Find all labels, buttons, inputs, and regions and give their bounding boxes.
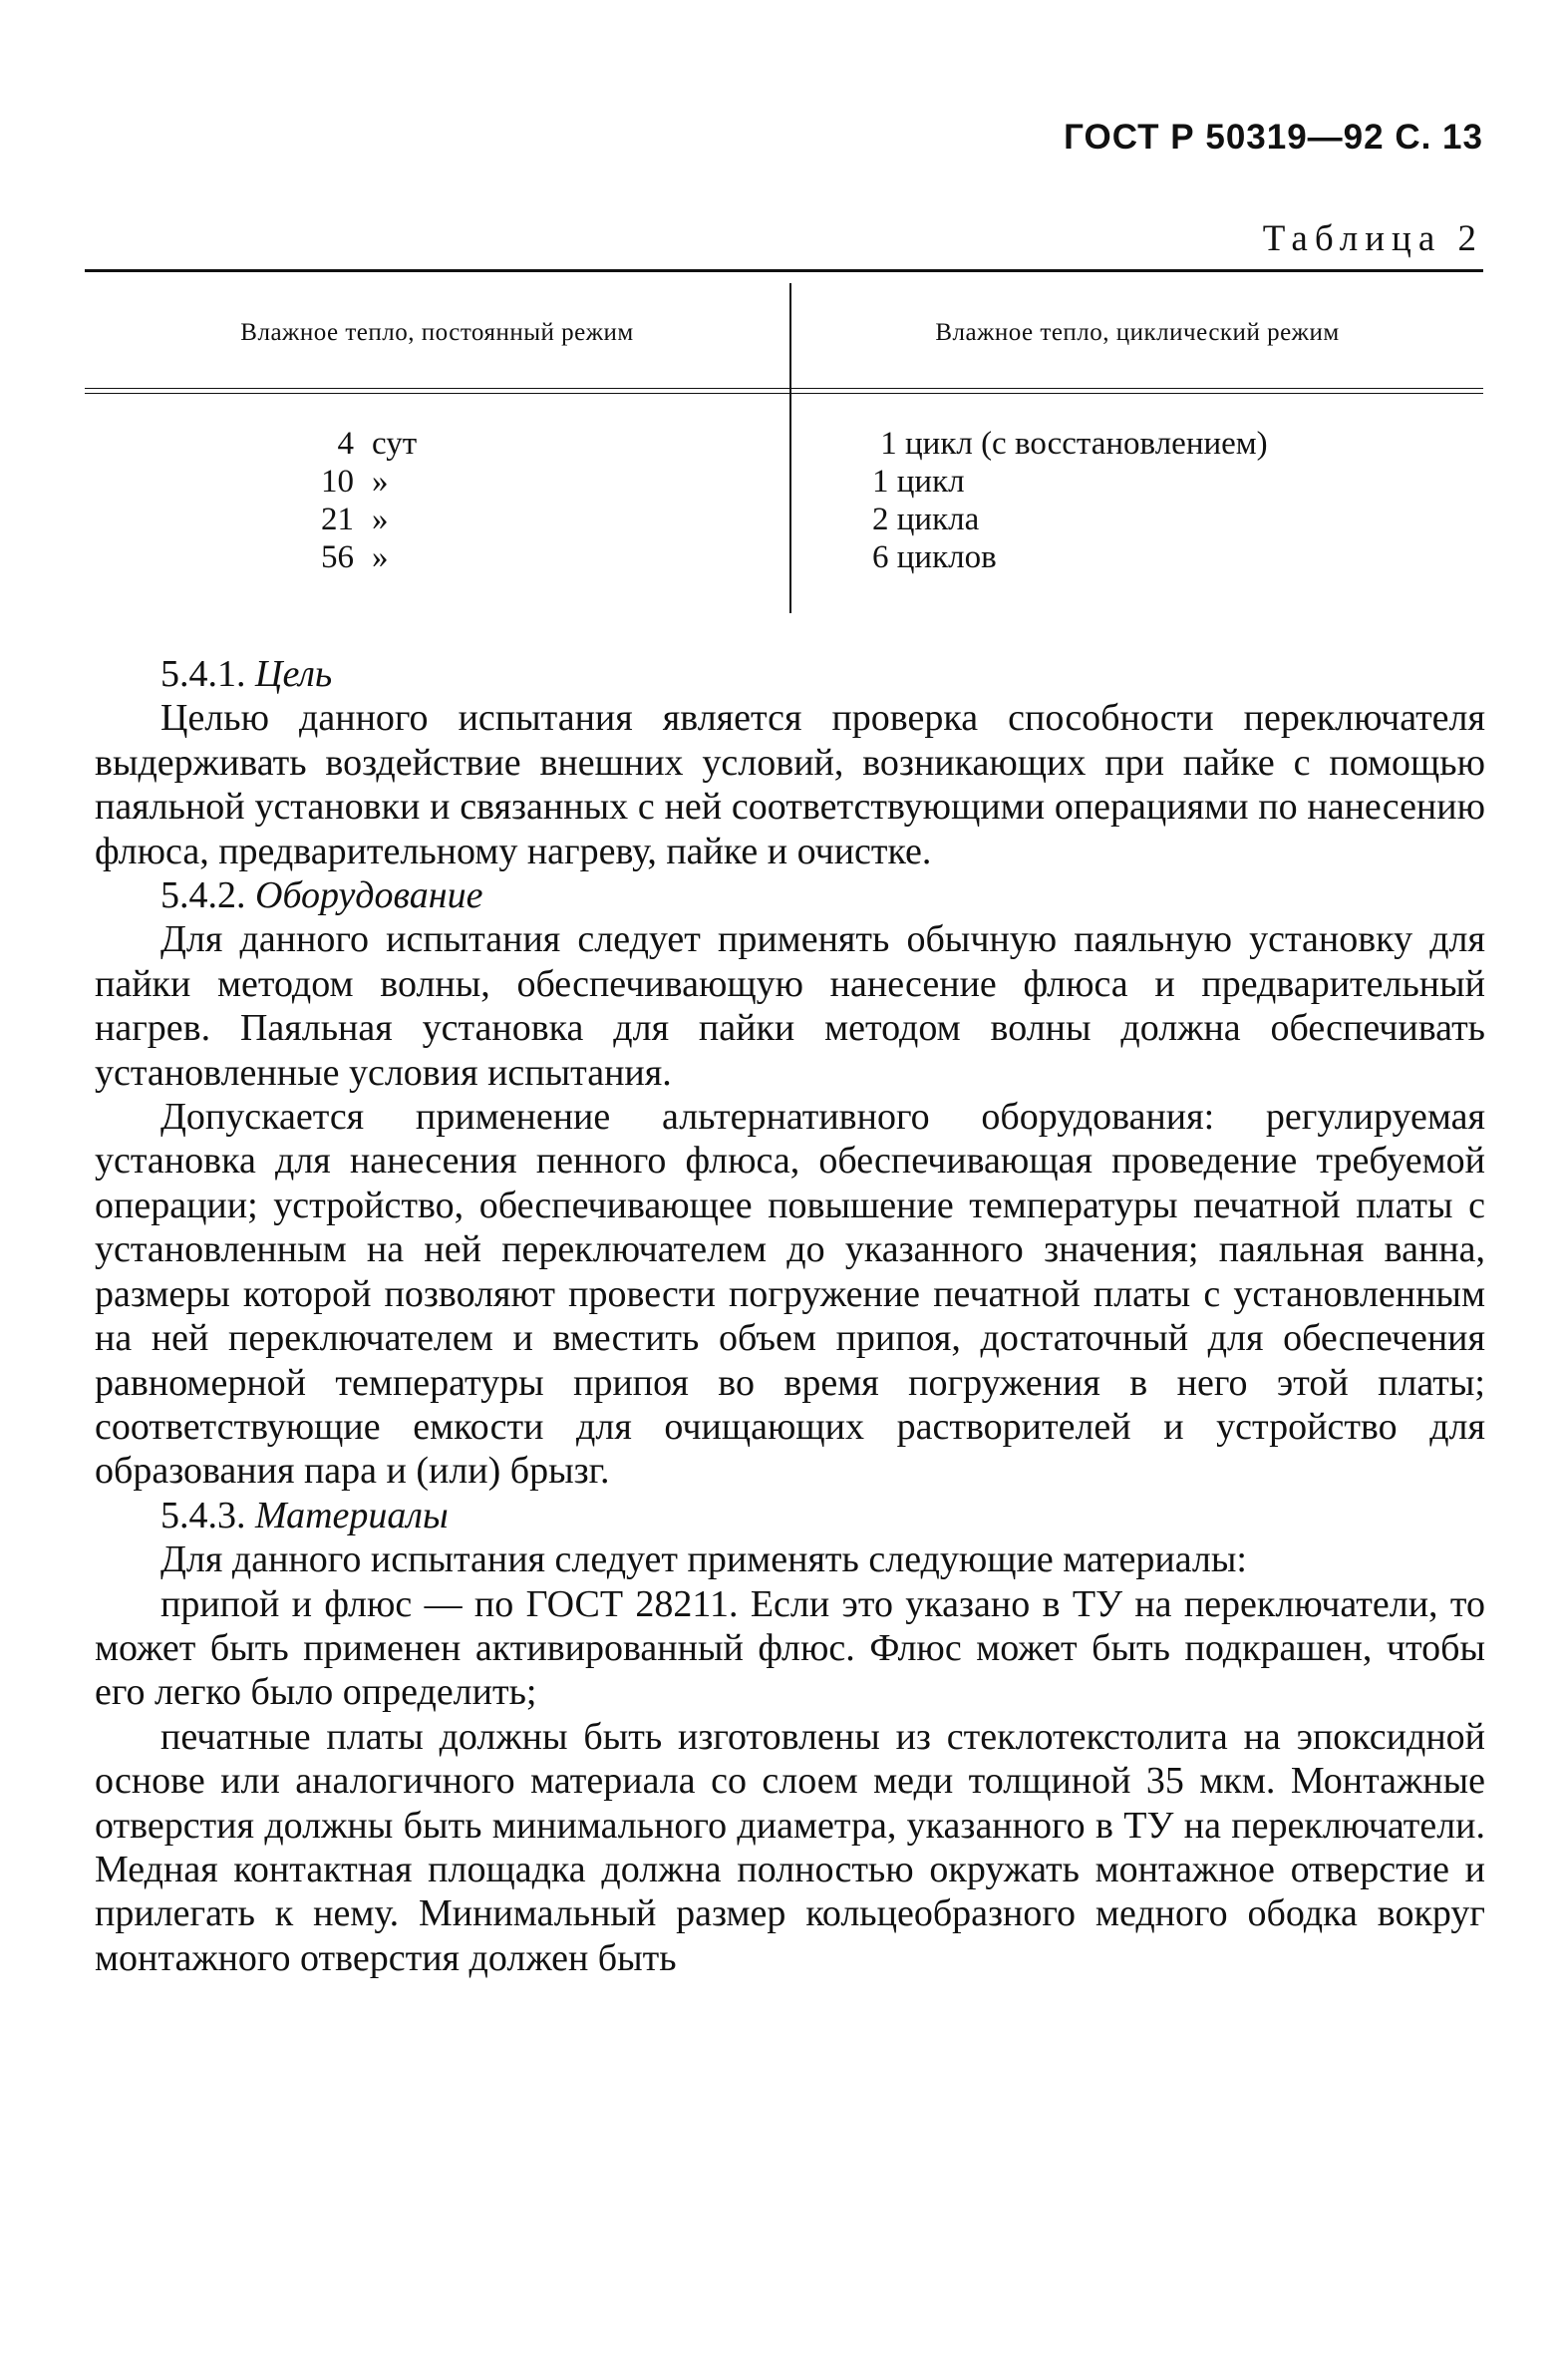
- table-cell-cycles: 1 цикл: [872, 464, 965, 500]
- page-header: ГОСТ Р 50319—92 С. 13: [1064, 118, 1483, 157]
- section-heading: [95, 873, 1485, 917]
- table-cell-unit: сут: [372, 426, 418, 462]
- table-header-cyclic: Влажное тепло, циклический режим: [935, 319, 1340, 346]
- section-heading: [95, 652, 1485, 696]
- section-title: Материалы: [255, 1494, 449, 1536]
- paragraph: печатные платы должны быть изготовлены из стеклотекстолита на эпоксидной основе или аналогичного материала со слоем меди толщиной 35 мкм. Монтажные отверстия должны быть минимального диаметра, указанного в ТУ на переключатели. Медная контактная площадка должна полностью окружать монтажное отверстие и прилегать к нему. Минимальный размер кольцеобразного медного ободка вокруг монтажного отверстия должен быть: [95, 1715, 1485, 1979]
- table-cell-duration: 56: [321, 539, 354, 575]
- paragraph: припой и флюс — по ГОСТ 28211. Если это указано в ТУ на переключатели, то может быть применен активированный флюс. Флюс может быть подкрашен, чтобы его легко было определить;: [95, 1582, 1485, 1714]
- body-text: [95, 652, 1485, 1980]
- section-heading: [95, 1494, 1485, 1537]
- table-cell-unit: »: [372, 502, 389, 537]
- table-top-rule: [85, 269, 1483, 272]
- table-cell-cycles: 2 цикла: [872, 502, 980, 537]
- paragraph: Целью данного испытания является проверка способности переключателя выдерживать воздействие внешних условий, возникающих при пайке с помощью паяльной установки и связанных с ней соответствующими операциями по нанесению флюса, предварительному нагреву, пайке и очистке.: [95, 697, 1485, 872]
- paragraph: Допускается применение альтернативного оборудования: регулируемая установка для нанесения пенного флюса, обеспечивающая проведение требуемой операции; устройство, обеспечивающее повышение температуры печатной платы с установленным на ней переключателем до указанного значения; паяльная ванна, размеры которой позволяют провести погружение печатной платы с установленным на ней переключателем и вместить объем припоя, достаточный для обеспечения равномерной температуры припоя во время погружения в него этой платы; соответствующие емкости для очищающих растворителей и устройство для образования пара и (или) брызг.: [95, 1096, 1485, 1493]
- section-title: Оборудование: [255, 874, 483, 917]
- table-row: [294, 425, 417, 463]
- paragraph: Для данного испытания следует применять обычную паяльную установку для пайки методом волны, обеспечивающую нанесение флюса и предварительный нагрев. Паяльная установка для пайки методом волны должна обеспечивать установленные условия испытания.: [95, 918, 1485, 1094]
- section-number: 5.4.2.: [160, 874, 246, 917]
- table-row: [294, 538, 417, 576]
- table-cell-duration: 10: [321, 464, 354, 500]
- paragraph: Для данного испытания следует применять следующие материалы:: [160, 1538, 1247, 1581]
- section-number: 5.4.1.: [160, 653, 246, 695]
- table-caption: Таблица 2: [1262, 218, 1483, 259]
- section-number: 5.4.3.: [160, 1494, 246, 1536]
- table-cell-cycles: 1 цикл (с восстановлением): [872, 426, 1268, 462]
- table-cell-duration: 21: [321, 502, 354, 537]
- table-column-cyclic: [872, 425, 1268, 576]
- humidity-table: [85, 269, 1483, 613]
- table-header-rule: [85, 388, 1483, 394]
- table-column-constant: [294, 425, 417, 576]
- table-cell-unit: »: [372, 464, 389, 500]
- table-cell-cycles: 6 циклов: [872, 539, 997, 575]
- table-cell-unit: »: [372, 539, 389, 575]
- section-title: Цель: [255, 653, 333, 695]
- table-cell-duration: 4: [337, 426, 354, 462]
- table-header-constant: Влажное тепло, постоянный режим: [240, 319, 634, 346]
- table-row: [294, 463, 417, 501]
- table-row: [294, 501, 417, 538]
